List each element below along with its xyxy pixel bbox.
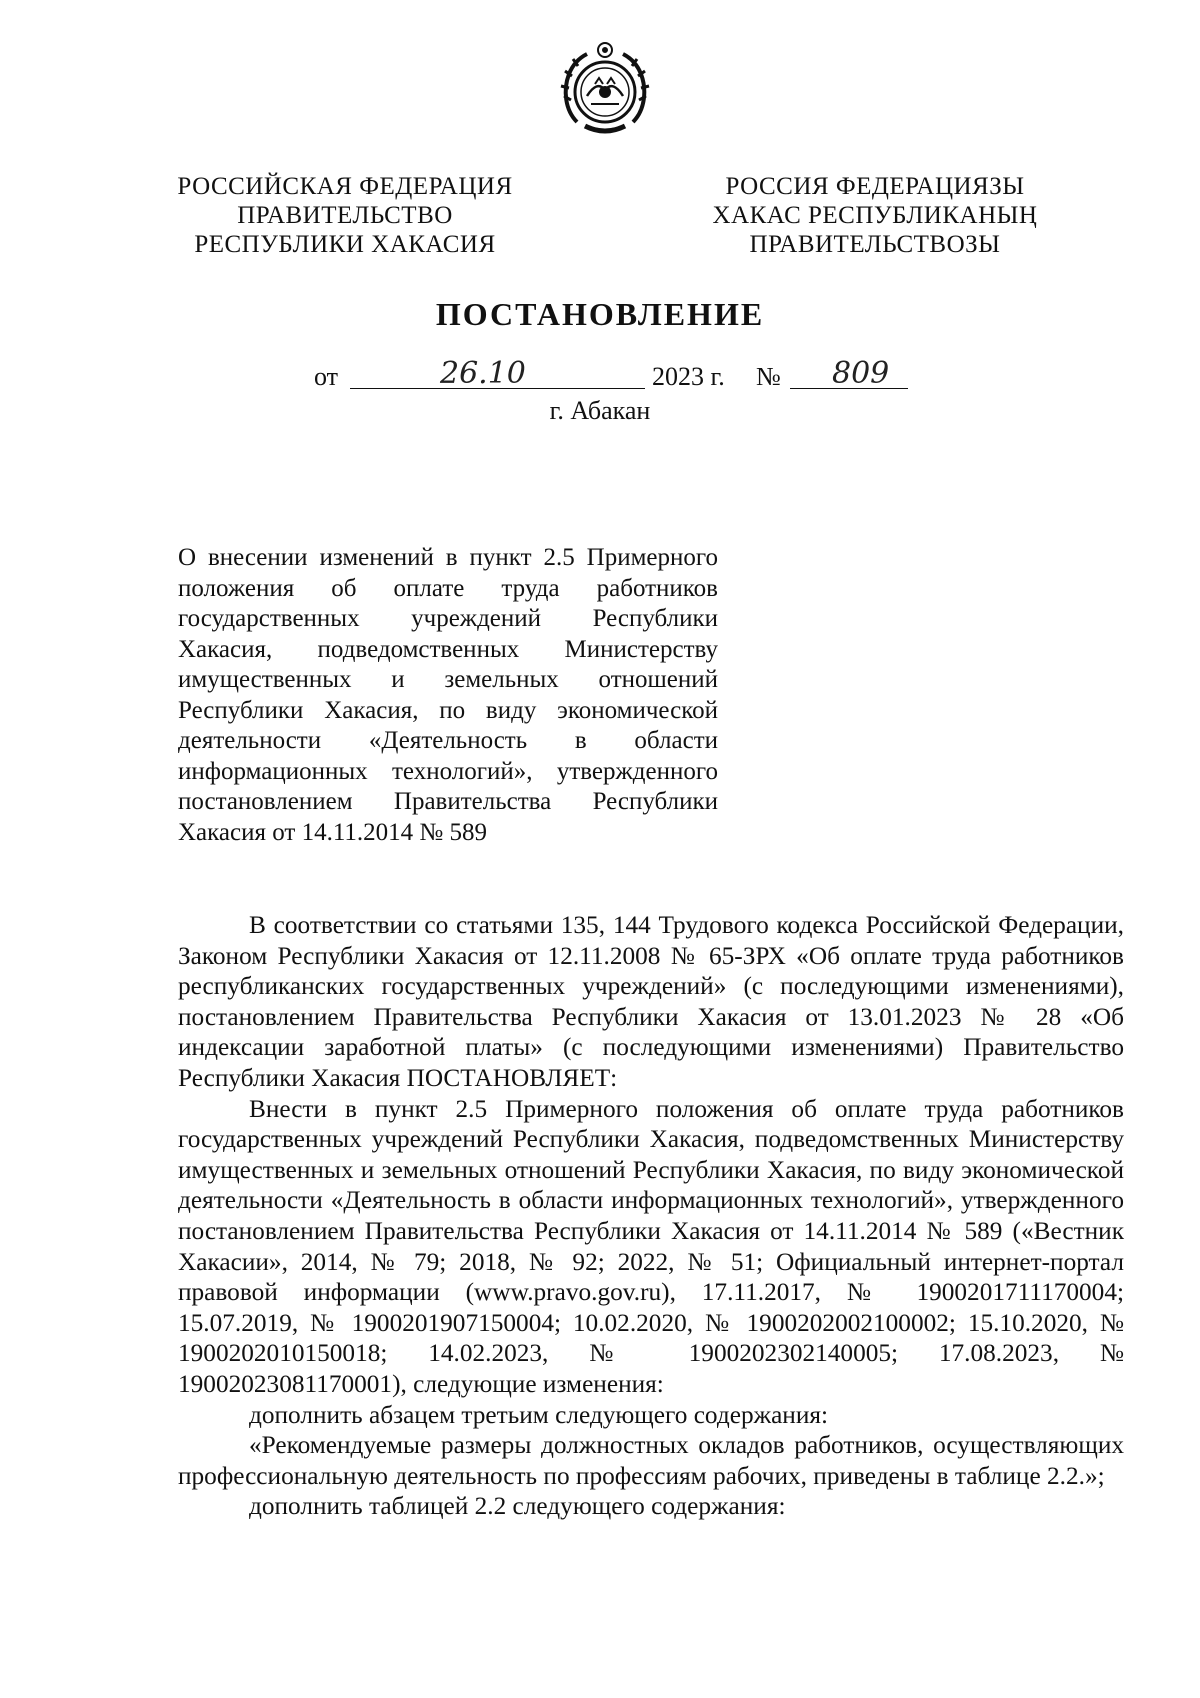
body-paragraph-3: дополнить абзацем третьим следующего содержания: [249,1400,829,1429]
document-subject: О внесении изменений в пункт 2.5 Примерного положения об оплате труда работников государственных учреждений Республики Хакасия, подведомственных Министерству имущественных и земельных отношений Республики Хакасия, по виду экономической деятельности «Деятельность в области информационных технологий», утвержденного постановлением Правительства Республики Хакасия от 14.11.2014 № 589 [178,544,718,846]
handwritten-date: 26.10 [440,356,526,391]
city-label: г. Абакан [549,396,651,425]
year-label: 2023 г. [652,362,725,391]
document-body [178,910,1124,1522]
header-left-line-2: ПРАВИТЕЛЬСТВО [237,202,453,229]
header-left-line-1: РОССИЙСКАЯ ФЕДЕРАЦИЯ [177,173,513,200]
header-right-line-1: РОССИЯ ФЕДЕРАЦИЯЗЫ [725,173,1025,200]
coat-of-arms-emblem [557,40,653,140]
body-paragraph-5: дополнить таблицей 2.2 следующего содержания: [249,1492,786,1521]
from-label: от [314,362,339,391]
number-label: № [756,362,781,391]
body-paragraph-2: Внести в пункт 2.5 Примерного положения об оплате труда работников государственных учреждений Республики Хакасия, подведомственных Министерству имущественных и земельных отношений Республики Хакасия, по виду экономической деятельности «Деятельность в области информационных технологий», утвержденного постановлением Правительства Республики Хакасия от 14.11.2014 № 589 («Вестник Хакасии», 2014, № 79; 2018, № 92; 2022, № 51; Официальный интернет-портал правовой информации (www.pravo.gov.ru), 17.11.2017, № 1900201711170004; 15.07.2019, № 1900201907150004; 10.02.2020, № 1900202002100002; 15.10.2020, № 1900202010150018; 14.02.2023, № 1900202302140005; 17.08.2023, № 19002023081170001), следующие изменения: [178,1094,1124,1398]
body-paragraph-4: «Рекомендуемые размеры должностных окладов работников, осуществляющих профессиональную деятельность по профессиям рабочих, приведены в таблице 2.2.»; [178,1431,1124,1490]
header-left-block [170,172,520,259]
document-title: ПОСТАНОВЛЕНИЕ [435,296,765,332]
header-right-block [700,172,1050,259]
body-paragraph-1: В соответствии со статьями 135, 144 Трудового кодекса Российской Федерации, Законом Республики Хакасия от 12.11.2008 № 65-ЗРХ «Об оплате труда работников республиканских государственных учреждений» (с последующими изменениями), постановлением Правительства Республики Хакасия от 13.01.2023 № 28 «Об индексации заработной платы» (с последующими изменениями) Правительство Республики Хакасия ПОСТАНОВЛЯЕТ: [178,911,1124,1092]
header-right-line-2: ХАКАС РЕСПУБЛИКАНЫҢ [712,202,1038,229]
header-left-line-3: РЕСПУБЛИКИ ХАКАСИЯ [194,231,496,258]
header-right-line-3: ПРАВИТЕЛЬСТВОЗЫ [749,231,1001,258]
handwritten-number: 809 [832,356,890,391]
